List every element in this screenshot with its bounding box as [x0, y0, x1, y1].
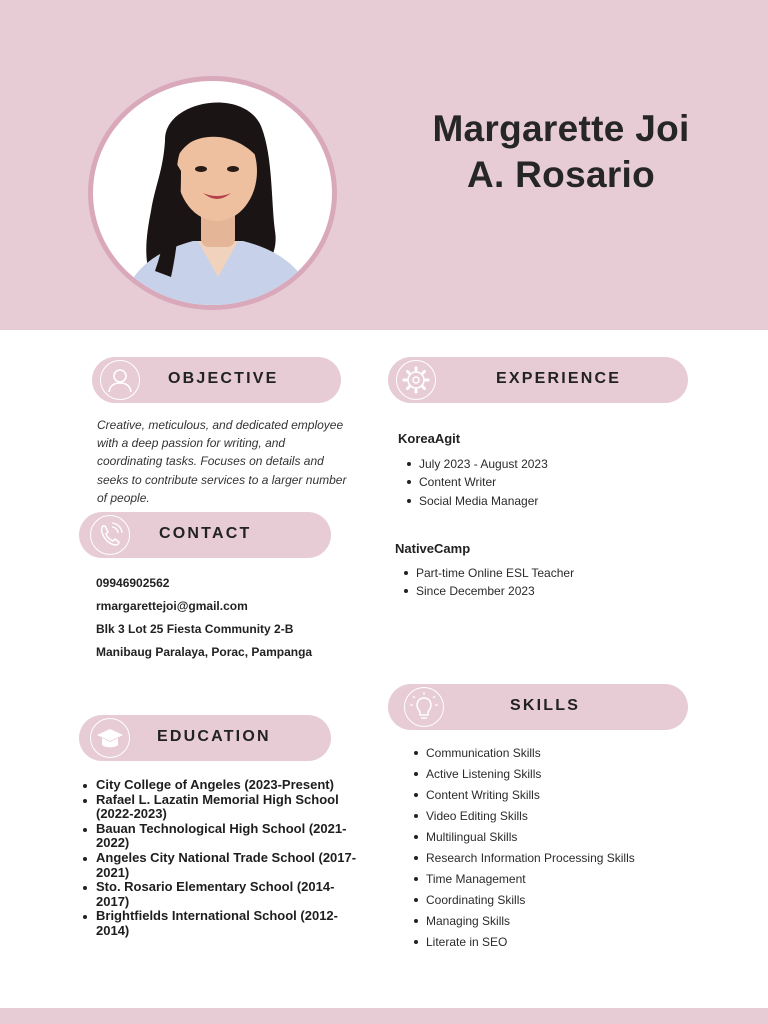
profile-photo — [93, 81, 332, 305]
job-details-list — [419, 455, 548, 510]
education-item: Bauan Technological High School (2021-2022) — [96, 822, 366, 851]
education-item: Sto. Rosario Elementary School (2014-2017) — [96, 880, 366, 909]
skill-item: Research Information Processing Skills — [426, 848, 635, 869]
job-details-list — [416, 564, 574, 601]
experience-title: EXPERIENCE — [496, 370, 622, 387]
skill-item: Video Editing Skills — [426, 806, 635, 827]
job-detail: Since December 2023 — [416, 582, 574, 600]
phone-icon — [90, 515, 130, 555]
contact-email[interactable]: rmargarettejoi@gmail.com — [96, 599, 248, 613]
skill-item: Content Writing Skills — [426, 785, 635, 806]
contact-address-line-1: Blk 3 Lot 25 Fiesta Community 2-B — [96, 622, 294, 636]
education-title: EDUCATION — [157, 728, 271, 745]
education-item: Brightfields International School (2012-2014) — [96, 909, 366, 938]
education-item: Rafael L. Lazatin Memorial High School (2022-2023) — [96, 793, 366, 822]
job-detail: July 2023 - August 2023 — [419, 455, 548, 473]
gear-icon — [396, 360, 436, 400]
education-item: City College of Angeles (2023-Present) — [96, 778, 366, 793]
skills-list — [426, 743, 635, 953]
profile-photo-frame — [88, 76, 337, 310]
skill-item: Multilingual Skills — [426, 827, 635, 848]
objective-text: Creative, meticulous, and dedicated employee with a deep passion for writing, and coordinating tasks. Focuses on details and seeks to contribute services to a larger number of people. — [97, 418, 347, 505]
candidate-name — [398, 106, 724, 198]
graduation-cap-icon — [90, 718, 130, 758]
footer-band — [0, 1008, 768, 1024]
objective-heading-pill — [92, 357, 341, 403]
name-line-2: A. Rosario — [466, 154, 656, 195]
education-list — [96, 778, 366, 939]
job-company: NativeCamp — [395, 541, 471, 556]
skills-heading-pill — [388, 684, 688, 730]
job-detail: Part-time Online ESL Teacher — [416, 564, 574, 582]
lightbulb-icon — [404, 687, 444, 727]
contact-heading-pill — [79, 512, 331, 558]
contact-title: CONTACT — [159, 525, 252, 542]
contact-address-line-2: Manibaug Paralaya, Porac, Pampanga — [96, 645, 313, 659]
education-heading-pill — [79, 715, 331, 761]
job-company: KoreaAgit — [398, 431, 461, 446]
objective-title: OBJECTIVE — [168, 370, 279, 387]
job-detail: Social Media Manager — [419, 492, 548, 510]
contact-list — [96, 572, 312, 664]
skill-item: Literate in SEO — [426, 932, 635, 953]
skill-item: Active Listening Skills — [426, 764, 635, 785]
education-item: Angeles City National Trade School (2017-2021) — [96, 851, 366, 880]
job-detail: Content Writer — [419, 473, 548, 491]
name-line-1: Margarette Joi — [432, 108, 690, 149]
skills-title: SKILLS — [510, 697, 581, 714]
user-icon — [100, 360, 140, 400]
contact-phone[interactable]: 09946902562 — [96, 576, 170, 590]
skill-item: Communication Skills — [426, 743, 635, 764]
skill-item: Managing Skills — [426, 911, 635, 932]
skill-item: Time Management — [426, 869, 635, 890]
portrait-image — [93, 81, 332, 305]
experience-heading-pill — [388, 357, 688, 403]
skill-item: Coordinating Skills — [426, 890, 635, 911]
